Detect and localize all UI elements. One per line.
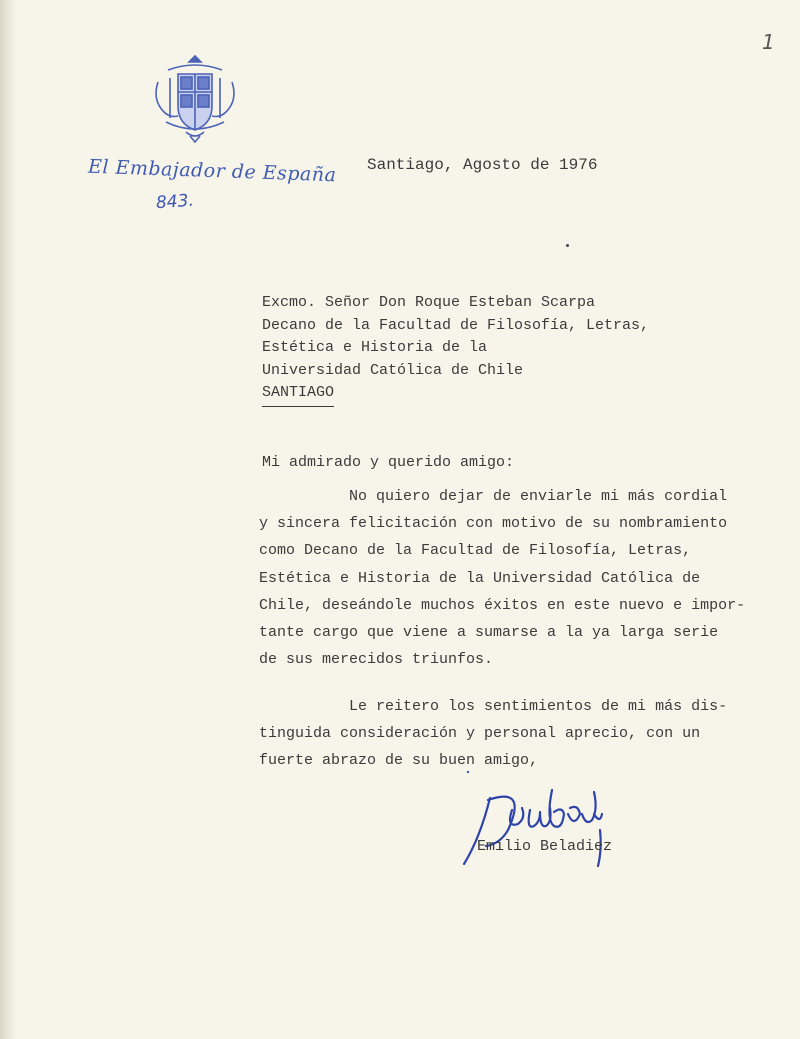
body-line: Estética e Historia de la Universidad Católica de <box>259 569 701 587</box>
addressee-line: Universidad Católica de Chile <box>262 361 524 379</box>
body-line: de sus merecidos triunfos. <box>259 651 494 669</box>
body-line: y sincera felicitación con motivo de su nombramiento <box>259 515 728 533</box>
addressee-block <box>262 292 649 407</box>
body-line: como Decano de la Facultad de Filosofía, Letras, <box>259 542 692 560</box>
body-line: tante cargo que viene a sumarse a la ya larga serie <box>259 624 719 642</box>
letter-body <box>259 483 745 673</box>
salutation: Mi admirado y querido amigo: <box>262 454 515 471</box>
addressee-line: Decano de la Facultad de Filosofía, Letras, <box>262 316 650 334</box>
handwritten-signature <box>460 770 630 870</box>
ink-dot <box>566 244 569 247</box>
addressee-city: SANTIAGO <box>262 382 334 407</box>
coat-of-arms-icon <box>150 52 240 144</box>
signer-name: Emilio Beladiez <box>477 838 613 855</box>
closing-line: Le reitero los sentimientos de mi más dis- <box>259 698 728 715</box>
body-line: No quiero dejar de enviarle mi más cordial <box>259 488 728 505</box>
closing-line: tinguida consideración y personal aprecio, con un <box>259 725 701 743</box>
letterhead-title: El Embajador de España <box>87 155 337 187</box>
addressee-line: Estética e Historia de la <box>262 339 488 356</box>
paper-edge-shadow <box>0 0 16 1039</box>
addressee-line: Excmo. Señor Don Roque Esteban Scarpa <box>262 294 596 311</box>
reference-number: 843. <box>155 190 195 214</box>
corner-mark: 1 <box>762 30 775 54</box>
closing-line: fuerte abrazo de su buen amigo, <box>259 752 539 770</box>
body-line: Chile, deseándole muchos éxitos en este nuevo e impor- <box>259 596 746 614</box>
letter-closing <box>259 693 727 775</box>
dateline: Santiago, Agosto de 1976 <box>367 156 598 174</box>
